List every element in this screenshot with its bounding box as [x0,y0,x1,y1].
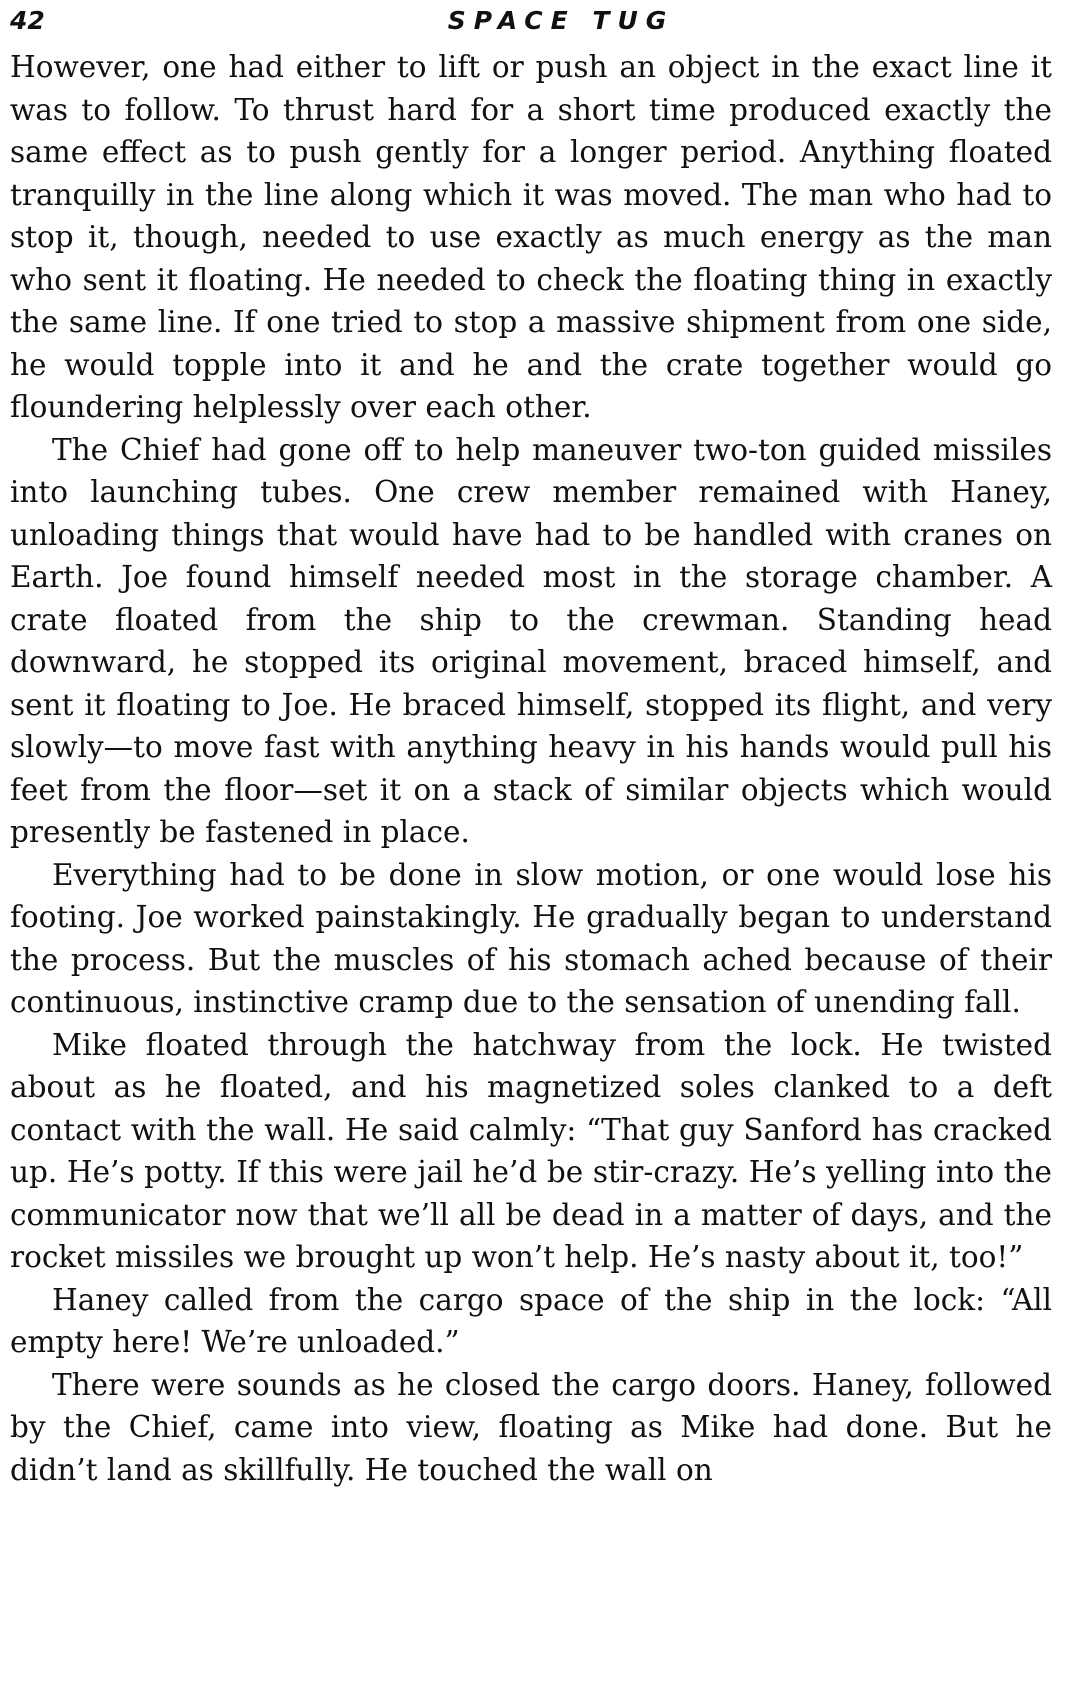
paragraph-4: Mike floated through the hatchway from the lock. He twisted about as he floated, and his magnetized soles clanked to a deft contact with the wall. He said calmly: “That guy Sanford has cracked up. He’s potty. If this were jail he’d be stir-crazy. He’s yelling into the communicator now that we’ll all be dead in a matter of days, and the rocket missiles we brought up won’t help. He’s nasty about it, too!” [10,1027,1052,1274]
paragraph-6: There were sounds as he closed the cargo doors. Haney, followed by the Chief, came into view, floating as Mike had done. But he didn’t land as skillfully. He touched the wall on [10,1367,1052,1487]
book-title: SPACE TUG [447,6,675,35]
paragraph-1: However, one had either to lift or push an object in the exact line it was to follow. To thrust hard for a short time produced exactly the same effect as to push gently for a longer period. Anything floated tranquilly in the line along which it was moved. The man who had to stop it, though, needed to use exactly as much energy as the man who sent it floating. He needed to check the floating thing in exactly the same line. If one tried to stop a massive shipment from one side, he would topple into it and he and the crate together would go floundering helplessly over each other. [10,50,1052,424]
body-text [10,46,1052,1491]
page-number: 42 [10,6,45,35]
paragraph-5: Haney called from the cargo space of the ship in the lock: “All empty here! We’re unloaded.” [10,1282,1052,1359]
paragraph-3: Everything had to be done in slow motion, or one would lose his footing. Joe worked painstakingly. He gradually began to understand the process. But the muscles of his stomach ached because of their continuous, instinctive cramp due to the sensation of unending fall. [10,857,1052,1019]
paragraph-2: The Chief had gone off to help maneuver two-ton guided missiles into launching tubes. One crew member remained with Haney, unloading things that would have had to be handled with cranes on Earth. Joe found himself needed most in the storage chamber. A crate floated from the ship to the crewman. Standing head downward, he stopped its original movement, braced himself, and sent it floating to Joe. He braced himself, stopped its flight, and very slowly—to move fast with anything heavy in his hands would pull his feet from the floor—set it on a stack of similar objects which would presently be fastened in place. [10,432,1052,849]
book-page [10,0,1052,1491]
running-head [10,0,1052,46]
